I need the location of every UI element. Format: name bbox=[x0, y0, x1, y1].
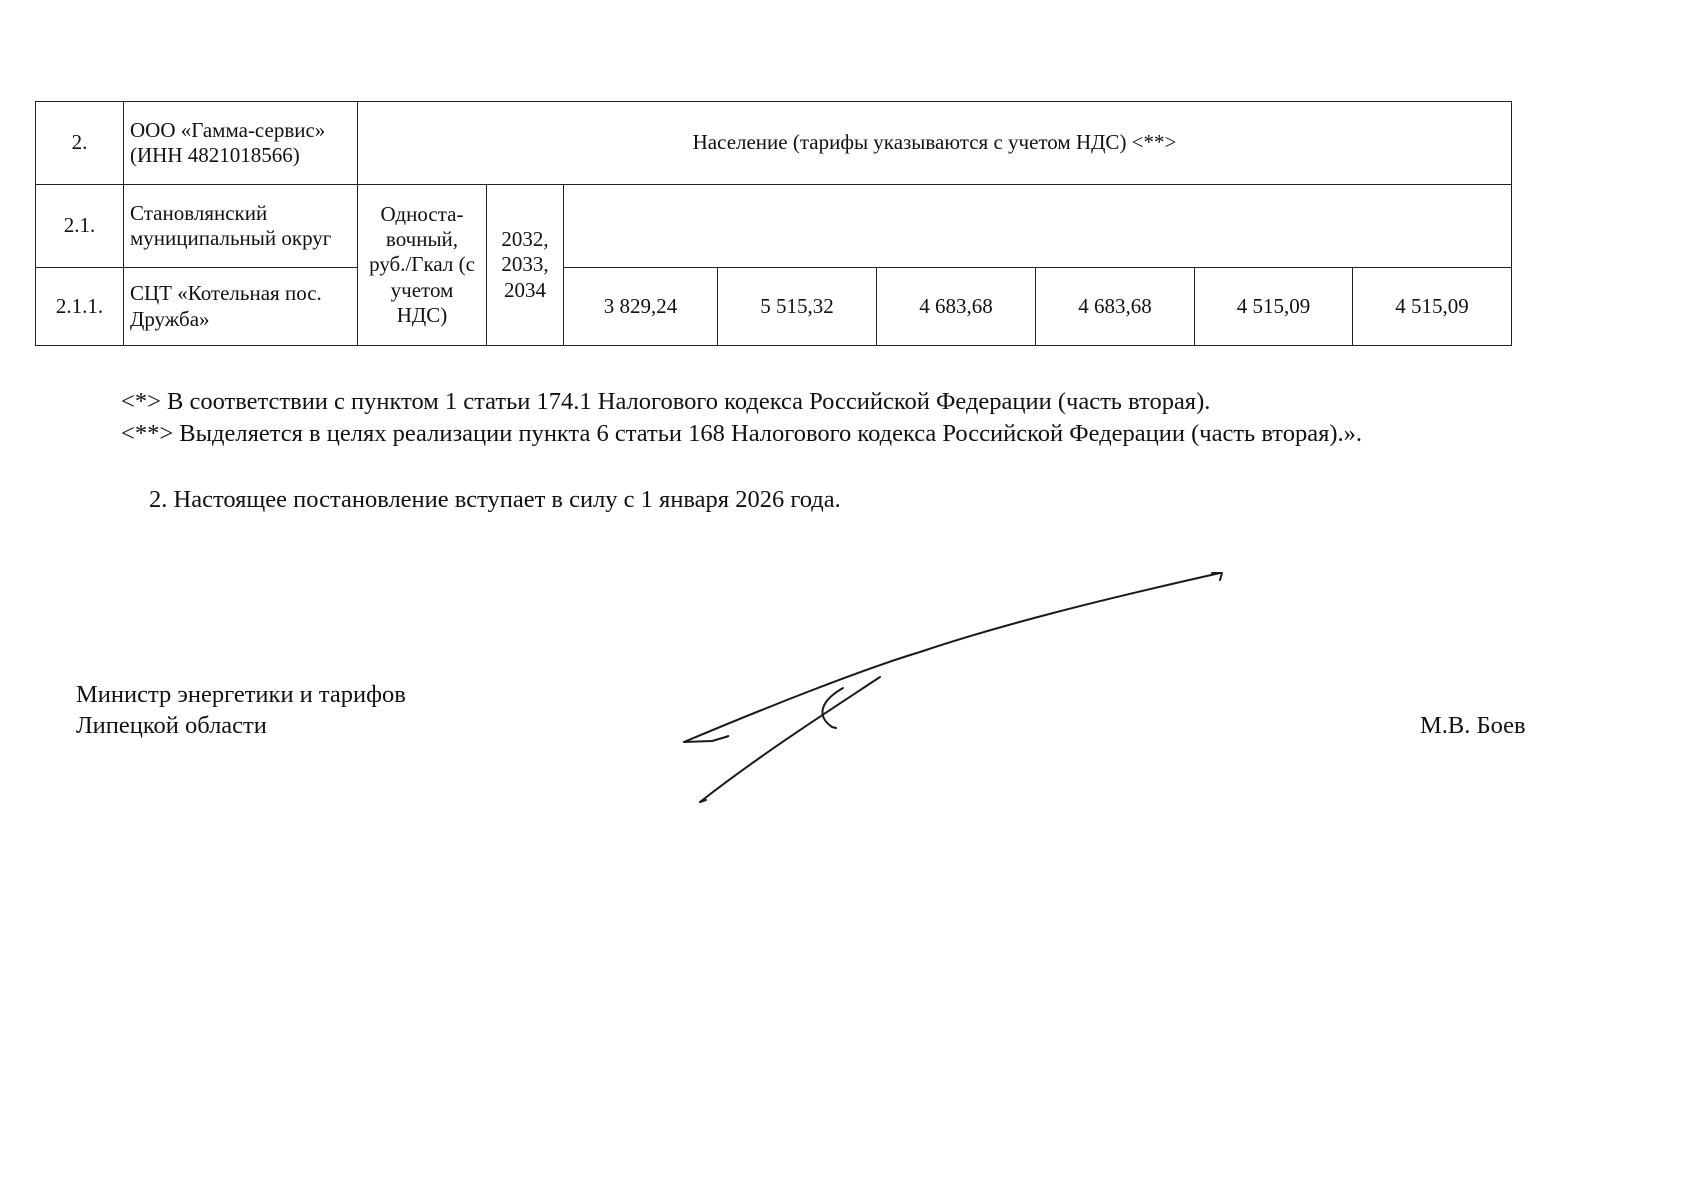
tariff-value: 4 515,09 bbox=[1353, 268, 1512, 346]
tariff-type: Односта-вочный, руб./Гкал (с учетом НДС) bbox=[358, 185, 487, 346]
clause-2-paragraph: 2. Настоящее постановление вступает в силу с 1 января 2026 года. bbox=[149, 486, 841, 513]
table-row-district bbox=[36, 185, 1512, 268]
source-name: СЦТ «Котельная пос. Дружба» bbox=[124, 268, 358, 346]
signature-stroke-base bbox=[684, 736, 728, 742]
group-label: Население (тарифы указываются с учетом НДС) <**> bbox=[358, 102, 1512, 185]
signature-stroke-main bbox=[684, 573, 1220, 742]
tariff-value: 4 683,68 bbox=[1036, 268, 1195, 346]
tariff-value: 4 683,68 bbox=[877, 268, 1036, 346]
signatory-position-line1: Министр энергетики и тарифов bbox=[76, 681, 406, 708]
signature-stroke-hook bbox=[822, 688, 843, 728]
row-number: 2. bbox=[36, 102, 124, 185]
signature-stroke-foot bbox=[700, 800, 706, 802]
table-row-source bbox=[36, 268, 1512, 346]
signature-stroke-diagonal bbox=[700, 677, 880, 802]
tariff-value: 5 515,32 bbox=[718, 268, 877, 346]
empty-cell bbox=[564, 185, 1512, 268]
table-row-company bbox=[36, 102, 1512, 185]
tariff-value: 3 829,24 bbox=[564, 268, 718, 346]
footnote-2: <**> Выделяется в целях реализации пункта 6 статьи 168 Налогового кодекса Российской Федерации (часть вторая).». bbox=[121, 420, 1362, 447]
tariff-value: 4 515,09 bbox=[1195, 268, 1353, 346]
footnote-1: <*> В соответствии с пунктом 1 статьи 174.1 Налогового кодекса Российской Федерации (часть вторая). bbox=[121, 388, 1211, 415]
tariff-table bbox=[35, 101, 1512, 346]
row-number: 2.1. bbox=[36, 185, 124, 268]
district-name: Становлянский муниципальный округ bbox=[124, 185, 358, 268]
signatory-position bbox=[76, 680, 406, 741]
company-name: ООО «Гамма-сервис» (ИНН 4821018566) bbox=[124, 102, 358, 185]
signature-stroke-tip bbox=[1212, 573, 1222, 580]
row-number: 2.1.1. bbox=[36, 268, 124, 346]
signatory-position-line2: Липецкой области bbox=[76, 711, 267, 739]
tariff-years: 2032, 2033, 2034 bbox=[487, 185, 564, 346]
signatory-name: М.В. Боев bbox=[1420, 712, 1526, 739]
